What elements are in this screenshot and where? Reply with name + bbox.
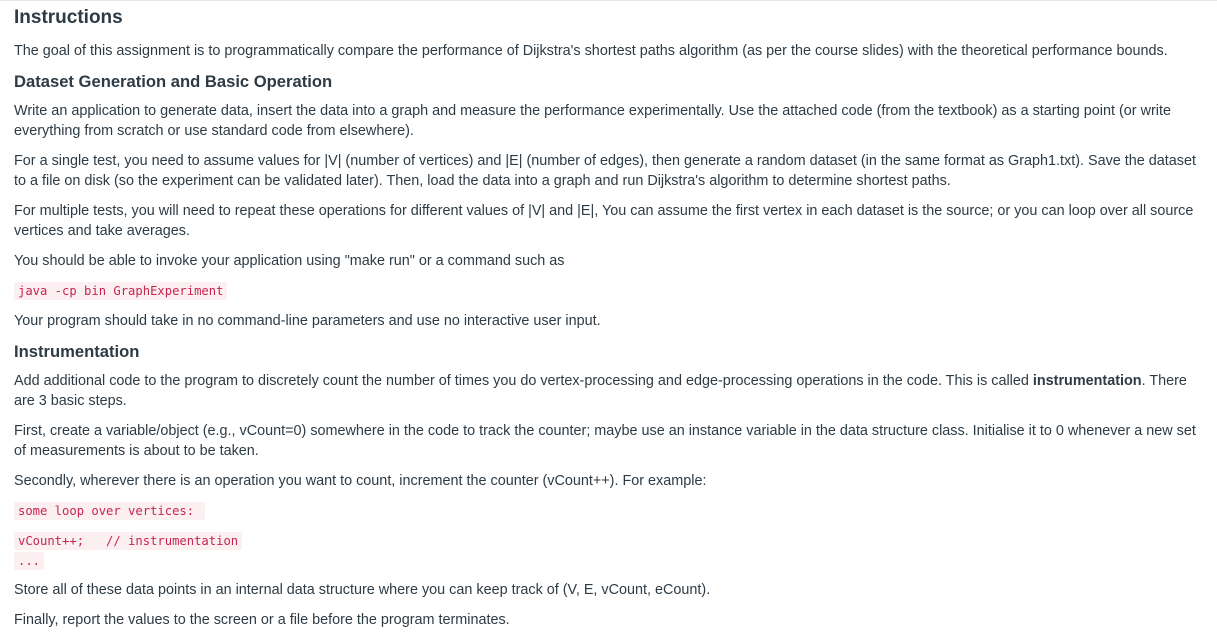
page-title: Instructions (14, 7, 123, 28)
dataset-paragraph-4: You should be able to invoke your application using "make run" or a command such as (14, 253, 565, 269)
top-divider (0, 0, 1217, 1)
section-heading-dataset: Dataset Generation and Basic Operation (14, 72, 333, 91)
intro-paragraph: The goal of this assignment is to programmatically compare the performance of Dijkstra's shortest paths algorithm (as per the course slides) with the theoretical performance bounds. (14, 43, 1168, 59)
instrumentation-paragraph-2: First, create a variable/object (e.g., vCount=0) somewhere in the code to track the counter; maybe use an instance variable in the data structure class. Initialise it to 0 whenever a new set of measurements is about to be taken. (14, 423, 1196, 459)
section-heading-instrumentation: Instrumentation (14, 342, 140, 361)
code-example-line-2 (14, 531, 1209, 551)
code-loop-line: some loop over vertices: (14, 502, 205, 520)
instrumentation-paragraph-3: Secondly, wherever there is an operation you want to count, increment the counter (vCount++). For example: (14, 473, 707, 489)
code-example-line-3 (14, 551, 1209, 571)
dataset-paragraph-2: For a single test, you need to assume values for |V| (number of vertices) and |E| (number of edges), then generate a random dataset (in the same format as Graph1.txt). Save the dataset to a file on disk (so the experiment can be validated later). Then, load the data into a graph and run Dijkstra's algorithm to determine shortest paths. (14, 153, 1197, 189)
instrumentation-text-after: . There are 3 basic steps. (14, 373, 1187, 409)
dataset-paragraph-3: For multiple tests, you will need to repeat these operations for different values of |V| and |E|, You can assume the first vertex in each dataset is the source; or you can loop over all source vertices and take averages. (14, 203, 1194, 239)
instrumentation-paragraph-1 (14, 371, 1209, 411)
code-example-line-1 (14, 501, 1209, 521)
command-code-block (14, 281, 1209, 301)
dataset-paragraph-5: Your program should take in no command-line parameters and use no interactive user input. (14, 313, 601, 329)
assignment-document (14, 6, 1209, 630)
code-ellipsis-line: ... (14, 552, 44, 570)
instrumentation-text-before: Add additional code to the program to discretely count the number of times you do vertex-processing and edge-processing operations in the code. This is called (14, 373, 1033, 389)
dataset-paragraph-1: Write an application to generate data, insert the data into a graph and measure the performance experimentally. Use the attached code (from the textbook) as a starting point (or write everything from scratch or use standard code from elsewhere). (14, 103, 1171, 139)
instrumentation-term: instrumentation (1032, 373, 1142, 389)
instrumentation-paragraph-5: Finally, report the values to the screen or a file before the program terminates. (14, 612, 510, 628)
code-increment-line: vCount++; // instrumentation (14, 532, 242, 550)
instrumentation-paragraph-4: Store all of these data points in an internal data structure where you can keep track of (V, E, vCount, eCount). (14, 582, 711, 598)
run-command: java -cp bin GraphExperiment (14, 282, 227, 300)
